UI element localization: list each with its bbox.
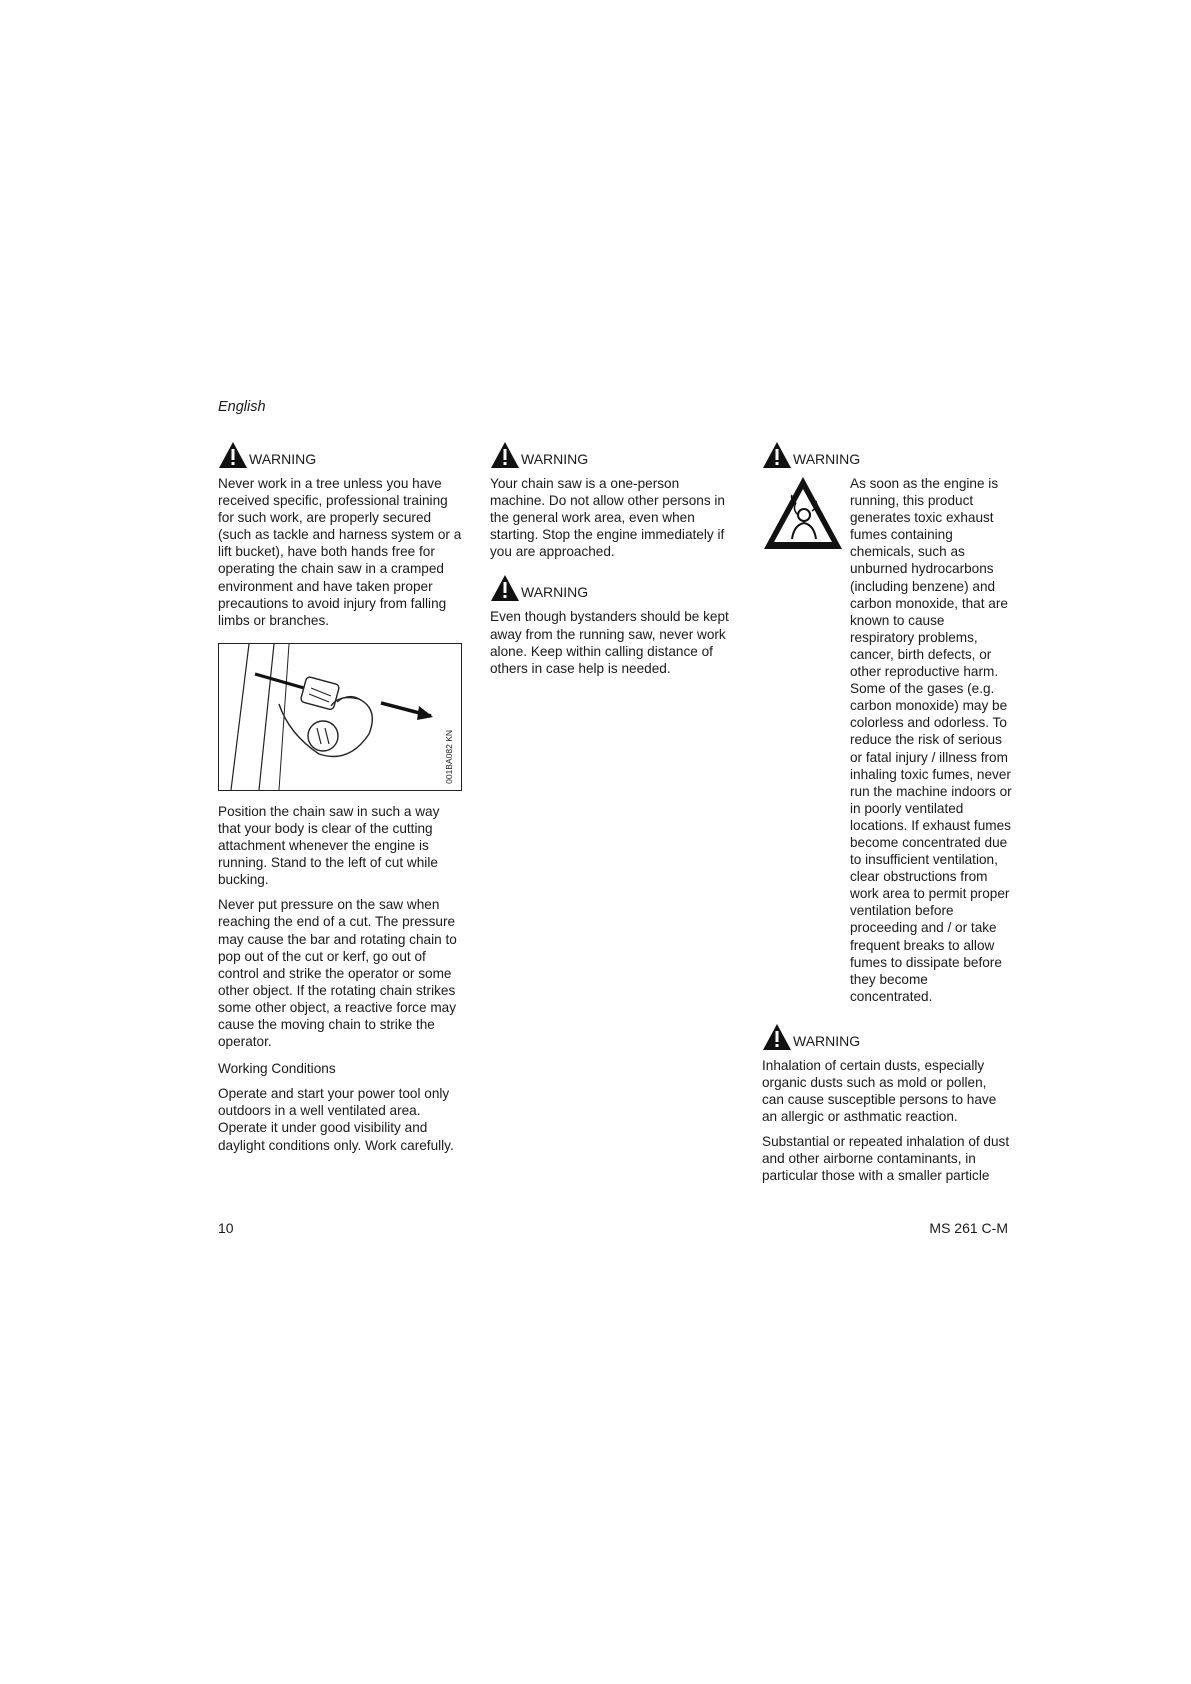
page-number: 10 <box>218 1220 234 1236</box>
warning-heading <box>490 572 737 602</box>
warning-label: WARNING <box>793 450 861 467</box>
warning-heading <box>490 439 737 469</box>
figure-code: 001BA082 KN <box>443 729 454 784</box>
warning-heading <box>762 1021 1012 1051</box>
warning-heading <box>762 439 1012 469</box>
paragraph: Operate and start your power tool only outdoors in a well ventilated area. Operate it under good visibility and daylight conditions only. Work carefully. <box>218 1086 454 1153</box>
column-3 <box>762 439 1012 1193</box>
warning-heading <box>218 439 465 469</box>
warning-triangle-icon <box>490 441 520 469</box>
toxic-fumes-warning <box>762 475 1012 1013</box>
column-1 <box>218 439 465 1162</box>
toxic-fumes-hazard-icon <box>762 475 844 551</box>
paragraph: Never put pressure on the saw when reaching the end of a cut. The pressure may cause the bar and rotating chain to pop out of the cut or kerf, go out of control and strike the operator or some other object. If the rotating chain strikes some other object, a reactive force may cause the moving chain to strike the operator. <box>218 897 457 1050</box>
section-heading-working-conditions: Working Conditions <box>218 1061 336 1077</box>
model-name: MS 261 C-M <box>929 1220 1008 1236</box>
column-2 <box>490 439 737 685</box>
warning-text: Your chain saw is a one-person machine. Do not allow other persons in the general work area, even when starting. Stop the engine immediately if you are approached. <box>490 476 725 560</box>
paragraph: Position the chain saw in such a way that your body is clear of the cutting attachment whenever the engine is running. Stand to the left of cut while bucking. <box>218 803 440 888</box>
page-language-label: English <box>218 399 266 415</box>
arrow-icon <box>417 706 433 720</box>
warning-text: Even though bystanders should be kept away from the running saw, never work alone. Keep within calling distance of others in case help is needed. <box>490 609 729 676</box>
chainsaw-position-illustration <box>218 643 462 791</box>
paragraph: Substantial or repeated inhalation of dust and other airborne contaminants, in particular those with a smaller particle <box>762 1134 1010 1184</box>
warning-triangle-icon <box>218 441 248 469</box>
warning-label: WARNING <box>793 1032 861 1049</box>
warning-text: As soon as the engine is running, this product generates toxic exhaust fumes containing chemicals, such as unburned hydrocarbons (including benzene) and carbon monoxide, that are known to cause respiratory problems, cancer, birth defects, or other reproductive harm. Some of the gases (e.g. carbon monoxide) may be colorless and odorless. To reduce the risk of serious or fatal injury / illness from inhaling toxic fumes, never run the machine indoors or in poorly ventilated locations. If exhaust fumes become concentrated due to insufficient ventilation, clear obstructions from work area to permit proper ventilation before proceeding and / or take frequent breaks to allow fumes to dissipate before they become concentrated. <box>850 476 1012 1004</box>
warning-text: Inhalation of certain dusts, especially organic dusts such as mold or pollen, can cause susceptible persons to have an allergic or asthmatic reaction. <box>762 1057 997 1125</box>
warning-label: WARNING <box>521 584 589 601</box>
warning-label: WARNING <box>249 450 317 467</box>
warning-triangle-icon <box>762 1023 792 1051</box>
warning-triangle-icon <box>762 441 792 469</box>
warning-text: Never work in a tree unless you have received specific, professional training for such work, are properly secured (such as tackle and harness system or a lift bucket), have both hands free for operating the chain saw in a cramped environment and have taken proper precautions to avoid injury from falling limbs or branches. <box>218 476 462 628</box>
warning-triangle-icon <box>490 574 520 602</box>
warning-label: WARNING <box>521 450 589 467</box>
chainsaw-drawing <box>219 644 461 790</box>
